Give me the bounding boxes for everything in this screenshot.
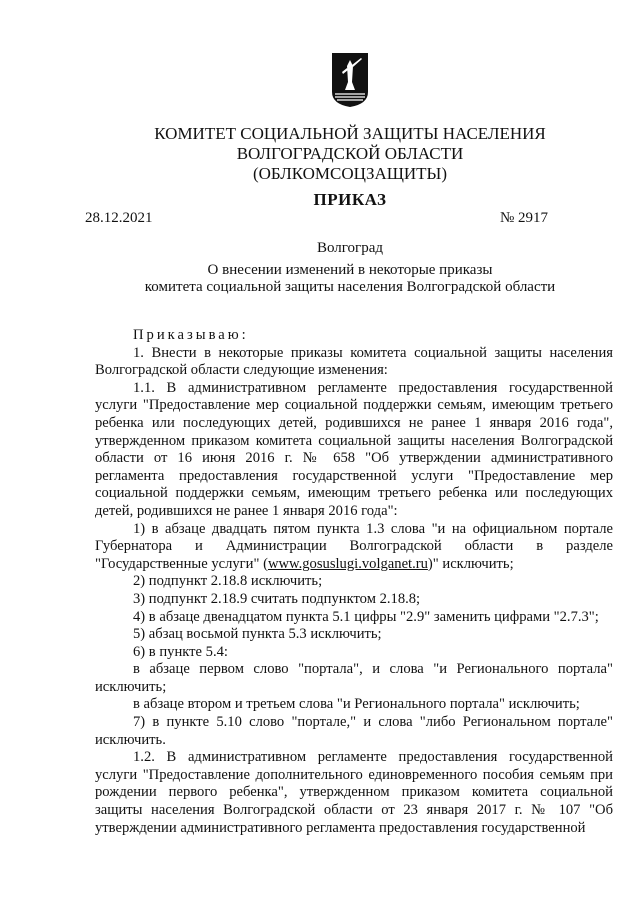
list-item-1-text-before: 1) в абзаце двадцать пятом пункта 1.3 слова "и на официальном портале Губернатора и Администрации Волгоградской области в разделе "Государственные услуги" (	[95, 520, 613, 572]
list-item-3: 3) подпункт 2.18.9 считать подпунктом 2.18.8;	[133, 590, 421, 607]
org-name-line2: ВОЛГОГРАДСКОЙ ОБЛАСТИ	[236, 144, 464, 163]
order-word: Приказываю:	[133, 327, 249, 343]
list-item-7: 7) в пункте 5.10 слово "портале," и слова "либо Региональном портале" исключить.	[95, 714, 613, 748]
order-number: № 2917	[500, 210, 549, 226]
order-subject-line2: комитета социальной защиты населения Волгоградской области	[144, 279, 556, 295]
order-body	[95, 327, 613, 837]
order-subject-line1: О внесении изменений в некоторые приказы	[207, 262, 493, 278]
paragraph-1-2: 1.2. В административном регламенте предоставления государственной услуги "Предоставление дополнительного единовременного пособия семьям при рождении первого ребенка", утвержденном приказом комитета социальной защиты населения Волгоградской области от 23 января 2017 г. № 107 "Об утверждении административного регламента предоставления государственной	[95, 749, 613, 836]
list-item-5: 5) абзац восьмой пункта 5.3 исключить;	[133, 626, 382, 643]
list-item-1	[95, 521, 613, 574]
coat-of-arms-icon	[331, 52, 369, 108]
order-city: Волгоград	[316, 240, 383, 256]
list-item-4: 4) в абзаце двенадцатом пункта 5.1 цифры "2.9" заменить цифрами "2.7.3";	[133, 608, 599, 625]
paragraph-1-1: 1.1. В административном регламенте предоставления государственной услуги "Предоставление мер социальной поддержки семьям, имеющим третьего ребенка или последующих детей, родившихся не ранее 1 января 2016 года", утвержденном приказом комитета социальной защиты населения Волгоградской области от 16 июня 2016 г. № 658 "Об утверждении административного регламента предоставления государственной услуги "Предоставление мер социальной поддержки семьям, имеющим третьего ребенка или последующих детей, родившихся не ранее 1 января 2016 года":	[95, 379, 613, 519]
order-date: 28.12.2021	[85, 210, 153, 226]
list-item-1-text-after: )" исключить;	[427, 555, 514, 572]
org-name-short: (ОБЛКОМСОЦЗАЩИТЫ)	[252, 164, 448, 183]
order-title: ПРИКАЗ	[313, 190, 387, 209]
paragraph-1: 1. Внести в некоторые приказы комитета социальной защиты населения Волгоградской области следующие изменения:	[95, 344, 613, 379]
list-item-6-a: в абзаце первом слово "портала", и слова "и Регионального портала" исключить;	[95, 661, 613, 695]
org-name-line1: КОМИТЕТ СОЦИАЛЬНОЙ ЗАЩИТЫ НАСЕЛЕНИЯ	[154, 124, 546, 143]
list-item-2: 2) подпункт 2.18.8 исключить;	[133, 573, 323, 590]
list-item-6-b: в абзаце втором и третьем слова "и Регионального портала" исключить;	[133, 696, 580, 713]
gosuslugi-link[interactable]: www.gosuslugi.volganet.ru	[267, 555, 428, 572]
list-item-6: 6) в пункте 5.4:	[133, 643, 228, 660]
